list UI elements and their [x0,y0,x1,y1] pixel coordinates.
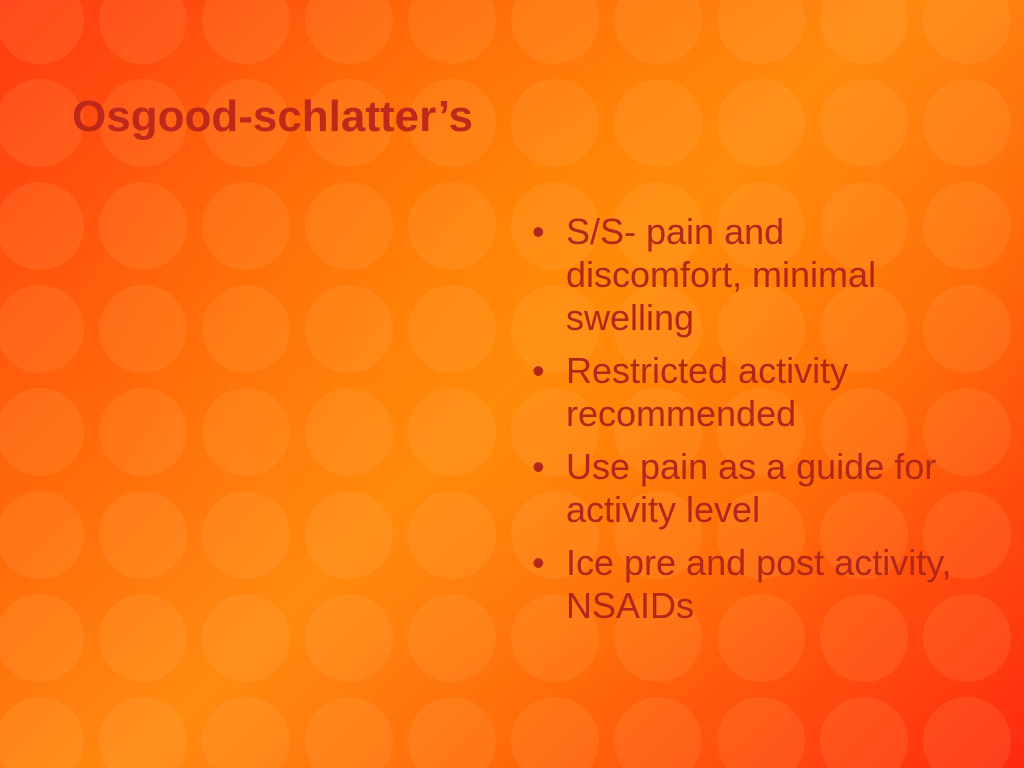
bullet-dot-icon: • [532,446,545,487]
background-dot [0,182,84,270]
background-dot [820,697,908,768]
background-dot [408,388,496,476]
background-dot [923,0,1011,64]
background-dot [202,594,290,682]
bullet-text: S/S- pain and discomfort, minimal swelling [566,211,877,338]
background-dot [408,285,496,373]
background-dot [0,491,84,579]
background-dot [305,697,393,768]
background-dot [820,79,908,167]
slide-title: Osgood-schlatter’s [72,92,473,141]
background-dot [0,388,84,476]
background-dot [202,285,290,373]
background-dot [923,697,1011,768]
background-dot [717,79,805,167]
background-dot [717,697,805,768]
background-dot [923,79,1011,167]
background-dot [614,0,702,64]
background-dot [99,182,187,270]
bullet-text: Use pain as a guide for activity level [566,446,937,530]
bullet-item [528,210,968,339]
background-dot [305,388,393,476]
bullet-item [528,541,968,627]
background-dot [305,594,393,682]
background-dot [99,594,187,682]
background-dot [511,697,599,768]
bullet-dot-icon: • [532,542,545,583]
background-dot [0,697,84,768]
background-dot [99,0,187,64]
background-dot [717,0,805,64]
background-dot [408,0,496,64]
background-dot [305,182,393,270]
background-dot [305,491,393,579]
background-dot [202,0,290,64]
background-dot [99,697,187,768]
background-dot [408,697,496,768]
background-dot [614,697,702,768]
background-dot [0,0,84,64]
background-dot [202,388,290,476]
background-dot [408,491,496,579]
bullet-item [528,445,968,531]
bullet-text: Ice pre and post activity, NSAIDs [566,542,952,626]
background-dot [305,285,393,373]
background-dot [408,594,496,682]
bullet-text: Restricted activity recommended [566,350,849,434]
background-dot [202,182,290,270]
bullet-dot-icon: • [532,350,545,391]
background-dot [408,182,496,270]
background-dot [511,79,599,167]
background-dot [202,697,290,768]
background-dot [99,491,187,579]
bullet-list [528,210,968,637]
background-dot [0,285,84,373]
background-dot [820,0,908,64]
background-dot [511,0,599,64]
background-dot [305,0,393,64]
background-dot [202,491,290,579]
bullet-dot-icon: • [532,211,545,252]
background-dot [614,79,702,167]
bullet-item [528,349,968,435]
background-dot [99,388,187,476]
background-dot [99,285,187,373]
background-dot [0,594,84,682]
